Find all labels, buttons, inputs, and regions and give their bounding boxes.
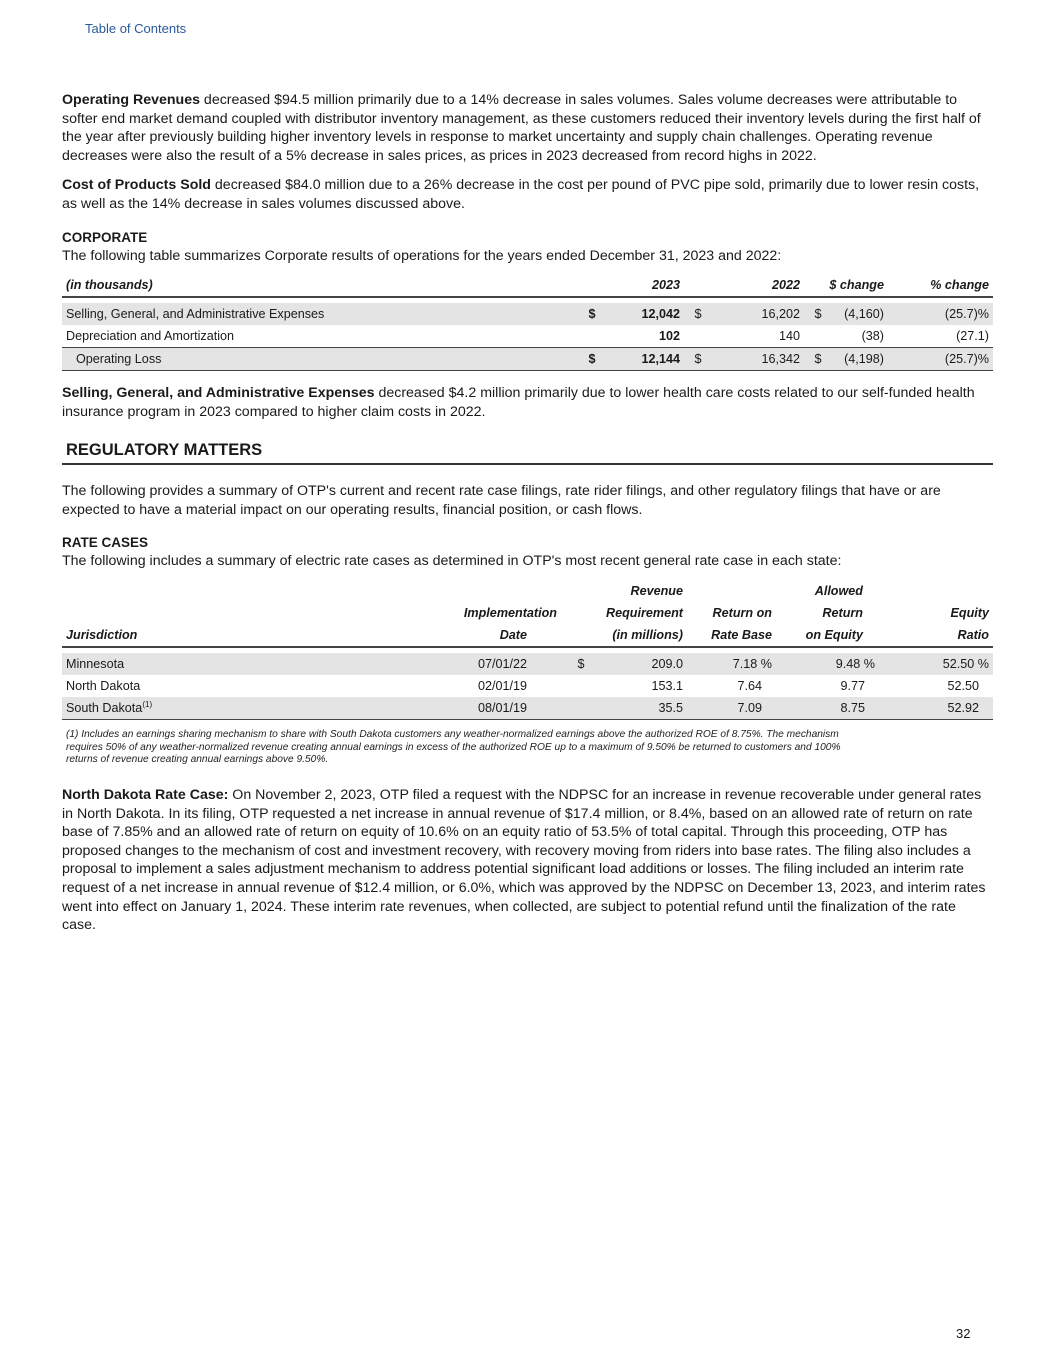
header-roe-2: Return [822, 606, 863, 620]
corporate-heading: CORPORATE [62, 230, 148, 245]
table-row [62, 653, 993, 675]
value-2022: 16,342 [712, 348, 804, 371]
return-on-equity: 9.48 % [792, 653, 895, 675]
header-equity-1: Equity [950, 606, 989, 620]
value-2022: 140 [778, 329, 800, 343]
corporate-header-pchange: % change [930, 278, 989, 292]
header-revenue-2: Requirement [606, 606, 683, 620]
rate-cases-footnote-wrapper [62, 729, 993, 767]
north-dakota-paragraph [62, 786, 993, 935]
row-label: Selling, General, and Administrative Expenses [62, 303, 582, 325]
currency-symbol [684, 325, 712, 348]
rate-cases-table [62, 580, 993, 720]
corporate-header-2023: 2023 [651, 278, 680, 292]
percent-change: (25.7)% [888, 303, 993, 325]
percent-change: (27.1) [956, 329, 989, 343]
currency-symbol: $ [804, 348, 832, 371]
revenue-requirement: 153.1 [651, 679, 683, 693]
corporate-header-dchange: $ change [829, 278, 884, 292]
corporate-header-label: (in thousands) [66, 278, 153, 292]
value-2023: 12,042 [602, 303, 684, 325]
equity-ratio: 52.50 % [895, 653, 993, 675]
return-on-rate-base: 7.64 [737, 679, 762, 693]
jurisdiction: North Dakota [66, 679, 141, 694]
page-number: 32 [956, 1326, 971, 1341]
currency-symbol [567, 697, 595, 720]
header-revenue-3: (in millions) [612, 628, 683, 642]
section-title: REGULATORY MATTERS [62, 441, 993, 465]
regulatory-intro-paragraph [62, 482, 993, 519]
operating-revenues-text: decreased $94.5 million primarily due to a 14% decrease in sales volumes. Sales volume decreases were attributable to softer end market demand coupled with distributor inventory management, as these customers reduced their inventory levels during the first half of the year after previously building higher inventory levels in response to market uncertainty and supply chain challenges. Operating revenue decreases were also the result of a 5% decrease in sales prices, as prices in 2023 decreased from record highs in 2022. [62, 92, 981, 164]
header-impl-1: Implementation [463, 606, 557, 620]
table-row [62, 675, 993, 697]
header-rrb-2: Rate Base [711, 628, 772, 642]
corporate-results-table [62, 274, 993, 371]
operating-revenues-paragraph [62, 91, 993, 165]
rate-cases-heading: RATE CASES [62, 535, 149, 550]
revenue-requirement: 209.0 [595, 653, 687, 675]
cogs-text: decreased $84.0 million due to a 26% decrease in the cost per pound of PVC pipe sold, primarily due to lower resin costs, as well as the 14% decrease in sales volumes discussed above. [62, 177, 980, 212]
rate-cases-table-wrapper [62, 580, 993, 720]
return-on-equity: 8.75 [792, 697, 895, 720]
jurisdiction: Minnesota [62, 653, 457, 675]
jurisdiction: South Dakota$^{(1)}$ [62, 697, 457, 720]
rate-header-row-1 [62, 580, 993, 602]
row-label: Operating Loss [62, 348, 582, 371]
percent-change: (25.7)% [888, 348, 993, 371]
north-dakota-text: On November 2, 2023, OTP filed a request with the NDPSC for an increase in revenue recoverable under general rates in North Dakota. In its filing, OTP requested a net increase in annual revenue of $17.4 million, or 8.4%, based on an allowed rate of return on rate base of 7.85% and an allowed rate of return on equity of 10.6% on an equity ratio of 53.5% of total capital. Through this proceeding, OTP has proposed changes to the mechanism of cost and investment recovery, with recovery moving from riders into base rates. The filing also includes a proposal to implement a sales adjustment mechanism to address potential significant load additions or losses. The filing included an interim rate request of a net increase in annual revenue of $12.4 million, or 6.0%, which was approved by the NDPSC on December 13, 2023, and interim rates went into effect on January 1, 2024. These interim rate revenues, when collected, are subject to potential refund until the finalization of the rate case. [62, 787, 986, 934]
dollar-change: (38) [861, 329, 884, 343]
revenue-requirement: 35.5 [595, 697, 687, 720]
table-row [62, 303, 993, 325]
regulatory-section [62, 441, 993, 465]
currency-symbol [582, 325, 602, 348]
dollar-change: (4,198) [832, 348, 888, 371]
currency-symbol: $ [567, 653, 595, 675]
corporate-header-2022: 2022 [771, 278, 800, 292]
return-on-equity: 9.77 [840, 679, 865, 693]
header-roe-1: Allowed [814, 584, 863, 598]
value-2022: 16,202 [712, 303, 804, 325]
implementation-date: 08/01/19 [457, 697, 567, 720]
footnote-marker: (1) [142, 700, 153, 710]
header-jurisdiction: Jurisdiction [66, 628, 138, 642]
corporate-table-wrapper [62, 274, 993, 371]
table-row-total [62, 348, 993, 371]
rate-cases-footnote: (1) Includes an earnings sharing mechanism to share with South Dakota customers any weather-normalized earnings above the authorized ROE of 8.75%. The mechanism requires 50% of any weather-normalized revenue creating annual earnings in excess of the authorized ROE up to a maximum of 9.50% be returned to customers and 100% returns of revenue creating annual earnings above 9.50%. [66, 729, 841, 765]
rate-header-row-3 [62, 624, 993, 647]
header-equity-2: Ratio [957, 628, 989, 642]
implementation-date: 02/01/19 [477, 679, 527, 693]
value-2023: 102 [658, 329, 680, 343]
operating-revenues-lead: Operating Revenues [62, 92, 200, 108]
rate-header-row-2 [62, 602, 993, 624]
value-2023: 12,144 [602, 348, 684, 371]
equity-ratio: 52.50 [947, 679, 979, 693]
currency-symbol: $ [582, 348, 602, 371]
corporate-section [62, 229, 993, 266]
cost-of-products-paragraph [62, 176, 993, 213]
rate-cases-section [62, 534, 993, 571]
currency-symbol [804, 325, 832, 348]
implementation-date: 07/01/22 [457, 653, 567, 675]
sga-lead: Selling, General, and Administrative Expenses [62, 385, 375, 401]
currency-symbol: $ [804, 303, 832, 325]
cogs-lead: Cost of Products Sold [62, 177, 211, 193]
regulatory-intro: The following provides a summary of OTP's current and recent rate case filings, rate rider filings, and other regulatory filings that have or are expected to have a material impact on our operating results, financial position, or cash flows. [62, 483, 941, 518]
equity-ratio: 52.92 [895, 697, 993, 720]
header-revenue-1: Revenue [630, 584, 683, 598]
table-row [62, 325, 993, 348]
table-of-contents-link[interactable]: Table of Contents [85, 21, 187, 36]
currency-symbol: $ [684, 348, 712, 371]
sga-paragraph [62, 384, 993, 421]
corporate-header-row [62, 274, 993, 297]
dollar-change: (4,160) [832, 303, 888, 325]
header-roe-3: on Equity [805, 628, 863, 642]
header-rrb-1: Return on [712, 606, 772, 620]
currency-symbol: $ [582, 303, 602, 325]
corporate-intro: The following table summarizes Corporate results of operations for the years ended December 31, 2023 and 2022: [62, 248, 782, 264]
sga-text: decreased $4.2 million primarily due to lower health care costs related to our self-funded health insurance program in 2023 compared to higher claim costs in 2022. [62, 385, 975, 420]
row-label: Depreciation and Amortization [66, 329, 235, 343]
rate-cases-intro: The following includes a summary of electric rate cases as determined in OTP's most recent general rate case in each state: [62, 553, 842, 569]
north-dakota-lead: North Dakota Rate Case: [62, 787, 229, 803]
header-impl-2: Date [499, 628, 527, 642]
return-on-rate-base: 7.18 % [687, 653, 792, 675]
return-on-rate-base: 7.09 [687, 697, 792, 720]
table-row [62, 697, 993, 720]
currency-symbol: $ [684, 303, 712, 325]
currency-symbol [567, 675, 595, 697]
